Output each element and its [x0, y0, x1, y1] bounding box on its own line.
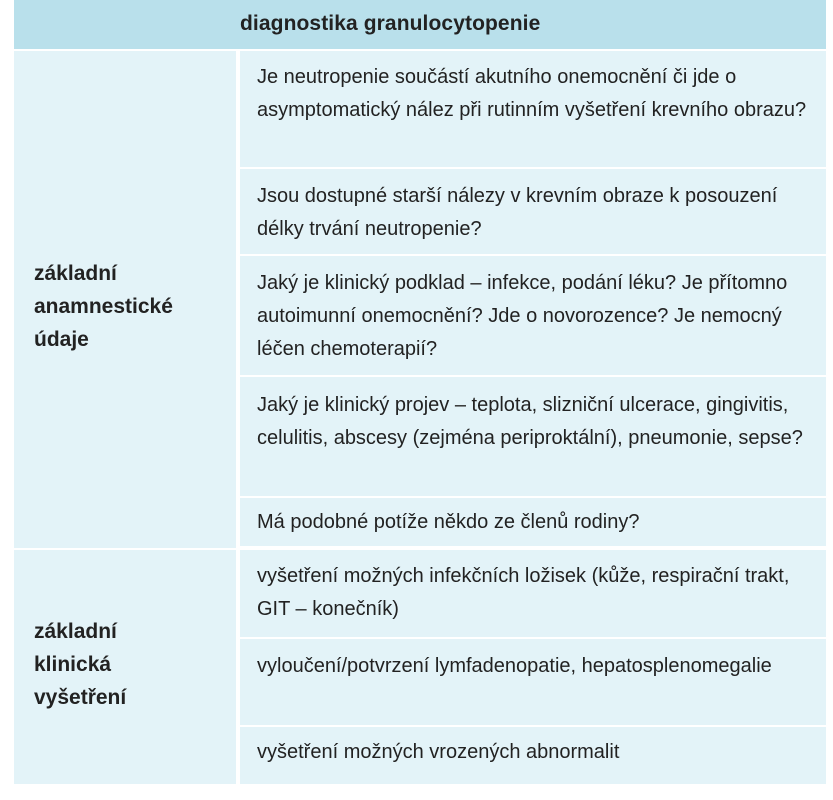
row-text: Má podobné potíže někdo ze členů rodiny? [257, 511, 640, 533]
table-row [240, 498, 826, 548]
row-text: vyšetření možných infekčních ložisek (kůže, respirační trakt, GIT – konečník) [257, 565, 790, 620]
table-row [240, 51, 826, 169]
group-label-text: základní klinická vyšetření [34, 620, 127, 709]
table-row [240, 727, 826, 784]
row-text: Jaký je klinický projev – teplota, slizniční ulcerace, gingivitis, celulitis, abscesy (zejména periproktální), pneumonie, sepse? [257, 394, 803, 449]
table-row [240, 256, 826, 377]
group-label-anamnesis [14, 51, 236, 548]
table-row [240, 377, 826, 498]
table-title: diagnostika granulocytopenie [240, 12, 541, 35]
row-text: Je neutropenie součástí akutního onemocnění či jde o asymptomatický nález při rutinním vyšetření krevního obrazu? [257, 66, 807, 121]
row-text: Jsou dostupné starší nálezy v krevním obraze k posouzení délky trvání neutropenie? [257, 185, 778, 240]
table-row [240, 169, 826, 256]
row-text: vyšetření možných vrozených abnormalit [257, 741, 620, 763]
group-label-text: základní anamnestické údaje [34, 262, 173, 351]
row-text: vyloučení/potvrzení lymfadenopatie, hepatosplenomegalie [257, 655, 772, 677]
table-row [240, 639, 826, 727]
row-text: Jaký je klinický podklad – infekce, podání léku? Je přítomno autoimunní onemocnění? Jde o novorozence? Je nemocný léčen chemoterapií? [257, 272, 788, 360]
table-row [240, 550, 826, 639]
table-header [14, 0, 826, 51]
diagnostic-table [14, 0, 826, 784]
group-label-clinical [14, 550, 236, 784]
